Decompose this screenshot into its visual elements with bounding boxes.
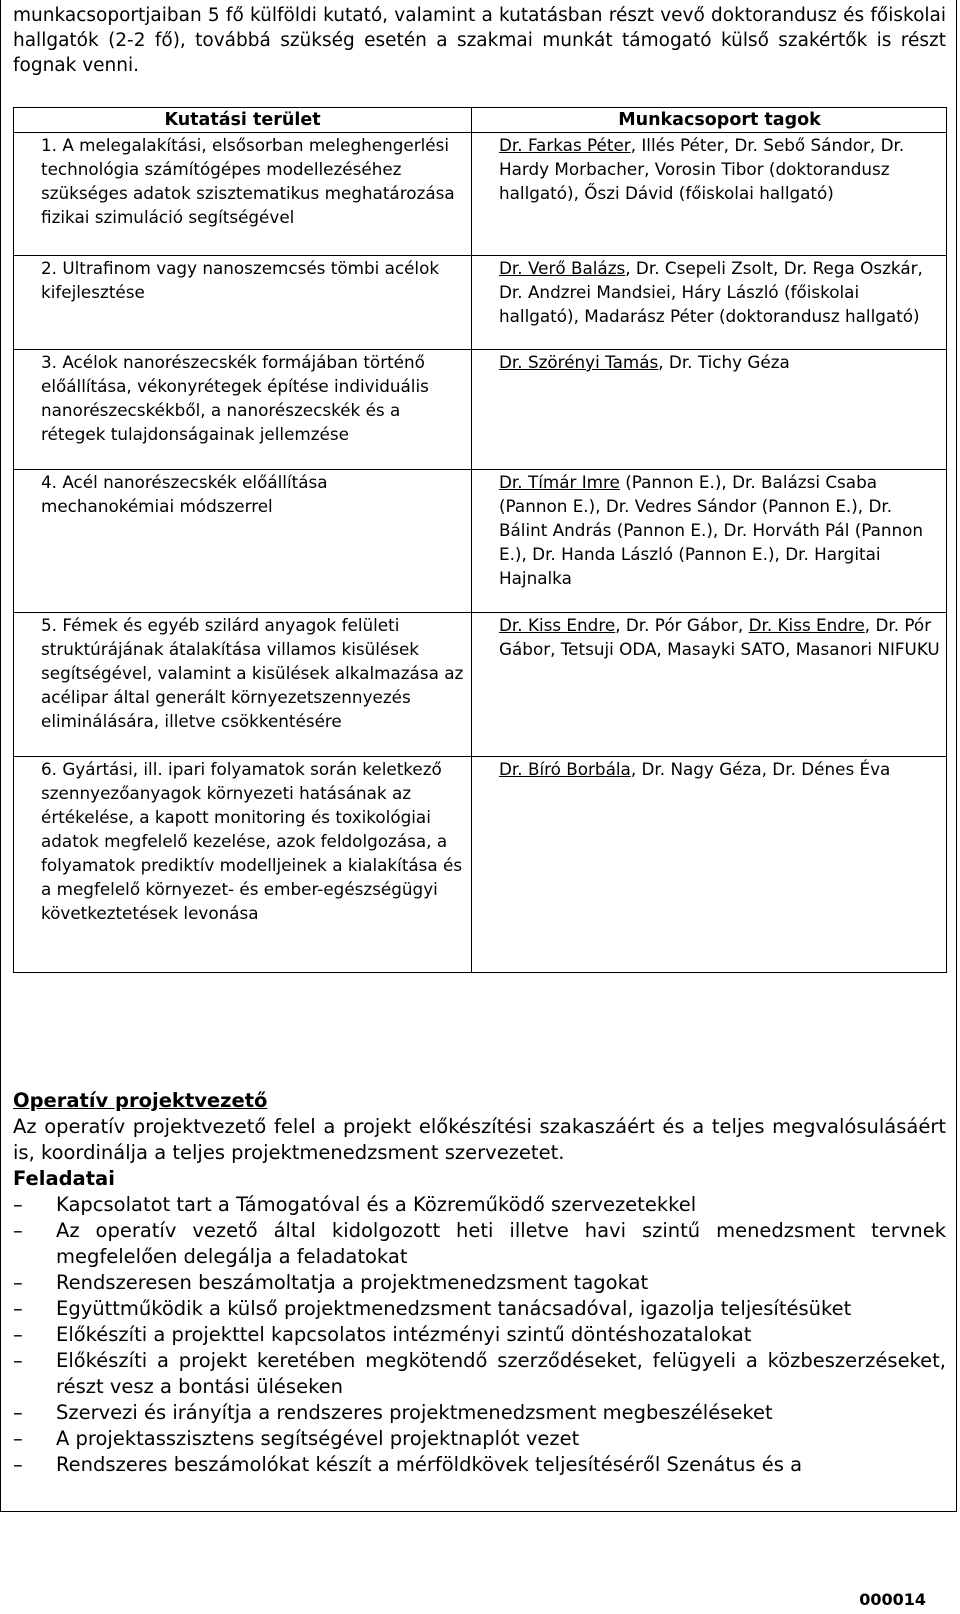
research-area-cell: 2. Ultrafinom vagy nanoszemcsés tömbi acélok kifejlesztése — [14, 256, 472, 350]
member-rest: , Dr. Csepeli Zsolt, Dr. Rega Oszkár, Dr. Andzrei Mandsiei, Háry László (főiskolai hallgató), Madarász Péter (doktorandusz hallgató) — [499, 258, 923, 326]
intro-paragraph — [13, 3, 946, 78]
list-item: – Együttműködik a külső projektmenedzsment tanácsadóval, igazolja teljesítésüket — [13, 1296, 946, 1322]
research-team-table — [13, 107, 947, 973]
section-paragraph: Az operatív projektvezető felel a projekt előkészítési szakaszáért és a teljes megvalósulásáért is, koordinálja a teljes projektmenedzsment szervezetet. — [13, 1115, 946, 1164]
member-lead: Dr. Farkas Péter — [499, 135, 631, 155]
members-cell — [472, 133, 947, 256]
table-row — [14, 133, 947, 256]
operative-manager-section — [13, 1088, 946, 1478]
research-area-cell: 1. A melegalakítási, elsősorban meleghengerlési technológia számítógépes modellezéséhez szükséges adatok szisztematikus meghatározása fizikai szimuláció segítségével — [14, 133, 472, 256]
member-rest: , Illés Péter, Dr. Sebő Sándor, Dr. Hardy Morbacher, Vorosin Tibor (doktorandusz hallgató), Őszi Dávid (főiskolai hallgató) — [499, 135, 905, 203]
members-cell — [472, 613, 947, 757]
list-item: – Kapcsolatot tart a Támogatóval és a Közreműködő szervezetekkel — [13, 1192, 946, 1218]
list-item: – Szervezi és irányítja a rendszeres projektmenedzsment megbeszéléseket — [13, 1400, 946, 1426]
research-area-cell: 4. Acél nanorészecskék előállítása mechanokémiai módszerrel — [14, 470, 472, 613]
member-rest: , Dr. Pór Gábor, Tetsuji ODA, Masayki SATO, Masanori NIFUKU — [499, 615, 940, 659]
header-team-members: Munkacsoport tagok — [472, 108, 947, 133]
member-lead-2: Dr. Kiss Endre — [748, 615, 865, 635]
member-lead: Dr. Verő Balázs — [499, 258, 626, 278]
list-item: – Az operatív vezető által kidolgozott heti illetve havi szintű menedzsment tervnek megfelelően delegálja a feladatokat — [13, 1218, 946, 1270]
table-header-row — [14, 108, 947, 133]
list-item: – Rendszeresen beszámoltatja a projektmenedzsment tagokat — [13, 1270, 946, 1296]
member-rest: (Pannon E.), Dr. Balázsi Csaba (Pannon E.), Dr. Vedres Sándor (Pannon E.), Dr. Bálint András (Pannon E.), Dr. Horváth Pál (Pannon E.), Dr. Handa László (Pannon E.), Dr. Hargitai Hajnalka — [499, 472, 924, 588]
table-row — [14, 470, 947, 613]
member-rest: , Dr. Nagy Géza, Dr. Dénes Éva — [630, 759, 891, 779]
table-row — [14, 256, 947, 350]
list-item: – Előkészíti a projekt keretében megkötendő szerződéseket, felügyeli a közbeszerzéseket, részt vesz a bontási üléseken — [13, 1348, 946, 1400]
members-cell — [472, 470, 947, 613]
table-row — [14, 613, 947, 757]
list-item: – Előkészíti a projekttel kapcsolatos intézményi szintű döntéshozatalokat — [13, 1322, 946, 1348]
member-mid: , Dr. Pór Gábor, — [615, 615, 749, 635]
members-cell — [472, 350, 947, 470]
intro-text: munkacsoportjaiban 5 fő külföldi kutató, valamint a kutatásban részt vevő doktorandusz és főiskolai hallgatók (2-2 fő), továbbá szükség esetén a szakmai munkát támogató külső szakértők is részt fognak venni. — [13, 5, 946, 76]
task-list — [13, 1192, 946, 1478]
member-lead: Dr. Tímár Imre — [499, 472, 620, 492]
member-rest: , Dr. Tichy Géza — [658, 352, 790, 372]
members-cell — [472, 757, 947, 973]
table-row — [14, 757, 947, 973]
member-lead: Dr. Kiss Endre — [499, 615, 616, 635]
list-item: – Rendszeres beszámolókat készít a mérföldkövek teljesítéséről Szenátus és a — [13, 1452, 946, 1478]
research-area-cell: 5. Fémek és egyéb szilárd anyagok felületi struktúrájának átalakítása villamos kisülések segítségével, valamint a kisülések alkalmazása az acélipar által generált környezetszennyezés eliminálására, illetve csökkentésére — [14, 613, 472, 757]
tasks-subheading: Feladatai — [13, 1167, 115, 1190]
header-research-area: Kutatási terület — [14, 108, 472, 133]
research-area-cell: 3. Acélok nanorészecskék formájában történő előállítása, vékonyrétegek építése individuális nanorészecskékből, a nanorészecskék és a rétegek tulajdonságainak jellemzése — [14, 350, 472, 470]
list-item: – A projektasszisztens segítségével projektnaplót vezet — [13, 1426, 946, 1452]
table-row — [14, 350, 947, 470]
members-cell — [472, 256, 947, 350]
research-area-cell: 6. Gyártási, ill. ipari folyamatok során keletkező szennyezőanyagok környezeti hatásának az értékelése, a kapott monitoring és toxikológiai adatok megfelelő kezelése, azok feldolgozása, a folyamatok prediktív modelljeinek a kialakítása és a megfelelő környezet- és ember-egészségügyi következtetések levonása — [14, 757, 472, 973]
member-lead: Dr. Szörényi Tamás — [499, 352, 659, 372]
section-heading: Operatív projektvezető — [13, 1089, 268, 1112]
member-lead: Dr. Bíró Borbála — [499, 759, 631, 779]
page-number: 000014 — [859, 1590, 926, 1609]
